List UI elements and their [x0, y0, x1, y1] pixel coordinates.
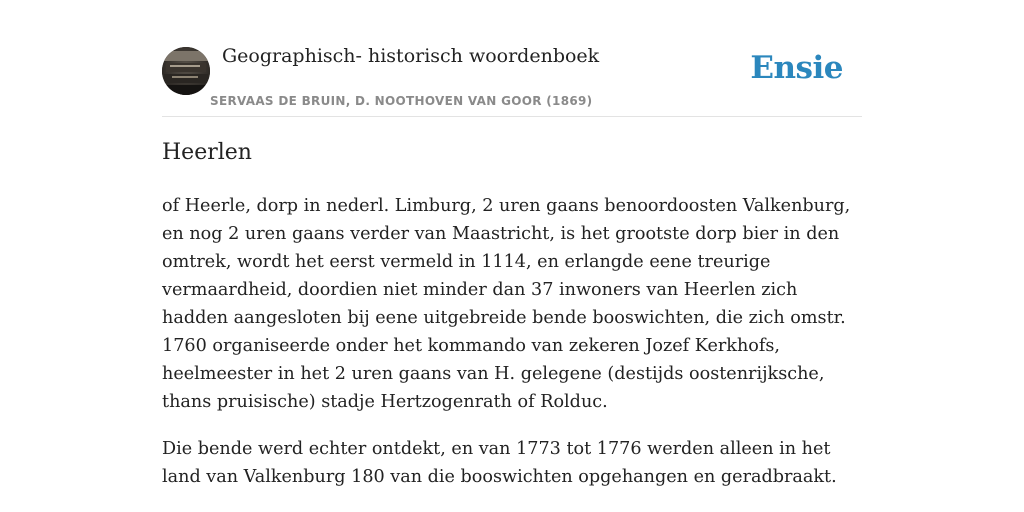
- entry-body: [162, 192, 862, 510]
- entry-paragraph: Die bende werd echter ontdekt, en van 1773 tot 1776 werden alleen in het land van Valkenburg 180 van die booswichten opgehangen en geradbraakt.: [162, 439, 837, 487]
- source-header: [162, 0, 862, 117]
- book-author: SERVAAS DE BRUIN, D. NOOTHOVEN VAN GOOR (1869): [210, 94, 593, 108]
- book-title[interactable]: Geographisch- historisch woordenboek: [222, 45, 600, 67]
- book-spines-icon: [162, 47, 210, 95]
- entry-card: [162, 0, 862, 512]
- brand-logo[interactable]: Ensie: [750, 50, 843, 86]
- book-cover-avatar[interactable]: [162, 47, 210, 95]
- entry-paragraph: of Heerle, dorp in nederl. Limburg, 2 uren gaans benoordoosten Valkenburg, en nog 2 uren gaans verder van Maastricht, is het grootste dorp bier in den omtrek, wordt het eerst vermeld in 1114, en erlangde eene treurige vermaardheid, doordien niet minder dan 37 inwoners van Heerlen zich hadden aangesloten bij eene uitgebreide bende booswichten, die zich omstr. 1760 organiseerde onder het kommando van zekeren Jozef Kerkhofs, heelmeester in het 2 uren gaans van H. gelegene (destijds oostenrijksche, thans pruisische) stadje Hertzogenrath of Rolduc.: [162, 196, 851, 412]
- entry-title: Heerlen: [162, 140, 252, 165]
